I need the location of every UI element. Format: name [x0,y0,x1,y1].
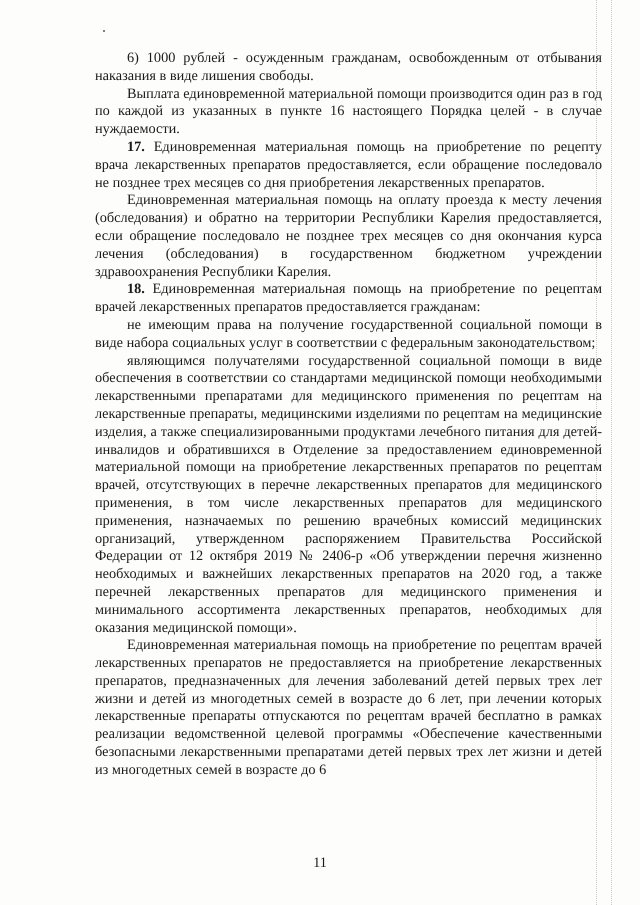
paragraph-text: не имеющим права на получение государственной социальной помощи в виде набора социальных услуг в соответствии с федеральным законодательством; [95,316,602,351]
paragraph-text: являющимся получателями государственной социальной помощи в виде обеспечения в соответствии со стандартами медицинской помощи необходимыми лекарственными препаратами для медицинского применения по рецептам на лекарственные препараты, медицинскими изделиями по рецептам на медицинские изделия, а также специализированными продуктами лечебного питания для детей-инвалидов и обратившихся в Отделение за предоставлением единовременной материальной помощи на приобретение лекарственных препаратов по рецептам врачей, отсутствующих в перечне лекарственных препаратов для медицинского применения, в том числе лекарственных препаратов для медицинского применения, назначаемых по решению врачебных комиссий медицинских организаций, утвержденном распоряжением Правительства Российской Федерации от 12 октября 2019 № 2406-р «Об утверждении перечня жизненно необходимых и важнейших лекарственных препаратов на 2020 год, а также перечней лекарственных препаратов для медицинского применения и минимального ассортимента лекарственных препаратов, необходимых для оказания медицинской помощи». [95,352,602,636]
paragraph-text: Выплата единовременной материальной помощи производится один раз в год по каждой из указанных в пункте 16 настоящего Порядка целей - в случае нуждаемости. [95,85,602,138]
paragraph-no-right [95,317,602,353]
paragraph-payment-frequency [95,86,602,139]
paragraph-recipients [95,353,602,638]
document-body [95,50,602,780]
paragraph-travel-aid [95,192,602,281]
clause-number: 18. [127,281,145,298]
scan-edge-line [611,0,613,905]
paragraph-text: Единовременная материальная помощь на приобретение по рецепту врача лекарственных препаратов предоставляется, если обращение последовало не позднее трех месяцев со дня приобретения лекарственных препаратов. [95,138,602,191]
paragraph-not-provided [95,637,602,779]
scan-speck [103,30,105,32]
page-number: 11 [313,855,327,871]
paragraph-clause-18 [95,281,602,317]
paragraph-text: Единовременная материальная помощь на приобретение по рецептам врачей лекарственных препаратов не предоставляется на приобретение лекарственных препаратов, предназначенных для лечения заболеваний детей первых трех лет жизни и детей из многодетных семей в возрасте до 6 лет, при лечении которых лекарственные препараты отпускаются по рецептам врачей бесплатно в рамках реализации ведомственной целевой программы «Обеспечение качественными безопасными лекарственными препаратами детей первых трех лет жизни и детей из многодетных семей в возрасте до 6 [95,637,602,778]
paragraph-item-6 [95,50,602,86]
paragraph-text: Единовременная материальная помощь на оплату проезда к месту лечения (обследования) и обратно на территории Республики Карелия предоставляется, если обращение последовало не позднее трех месяцев со дня окончания курса лечения (обследования) в государственном бюджетном учреждении здравоохранения Республики Карелия. [95,192,602,280]
paragraph-clause-17 [95,139,602,192]
paragraph-text: 6) 1000 рублей - осужденным гражданам, освобожденным от отбывания наказания в виде лишения свободы. [95,50,602,84]
clause-number: 17. [127,138,145,155]
paragraph-text: Единовременная материальная помощь на приобретение по рецептам врачей лекарственных препаратов предоставляется гражданам: [95,281,602,316]
